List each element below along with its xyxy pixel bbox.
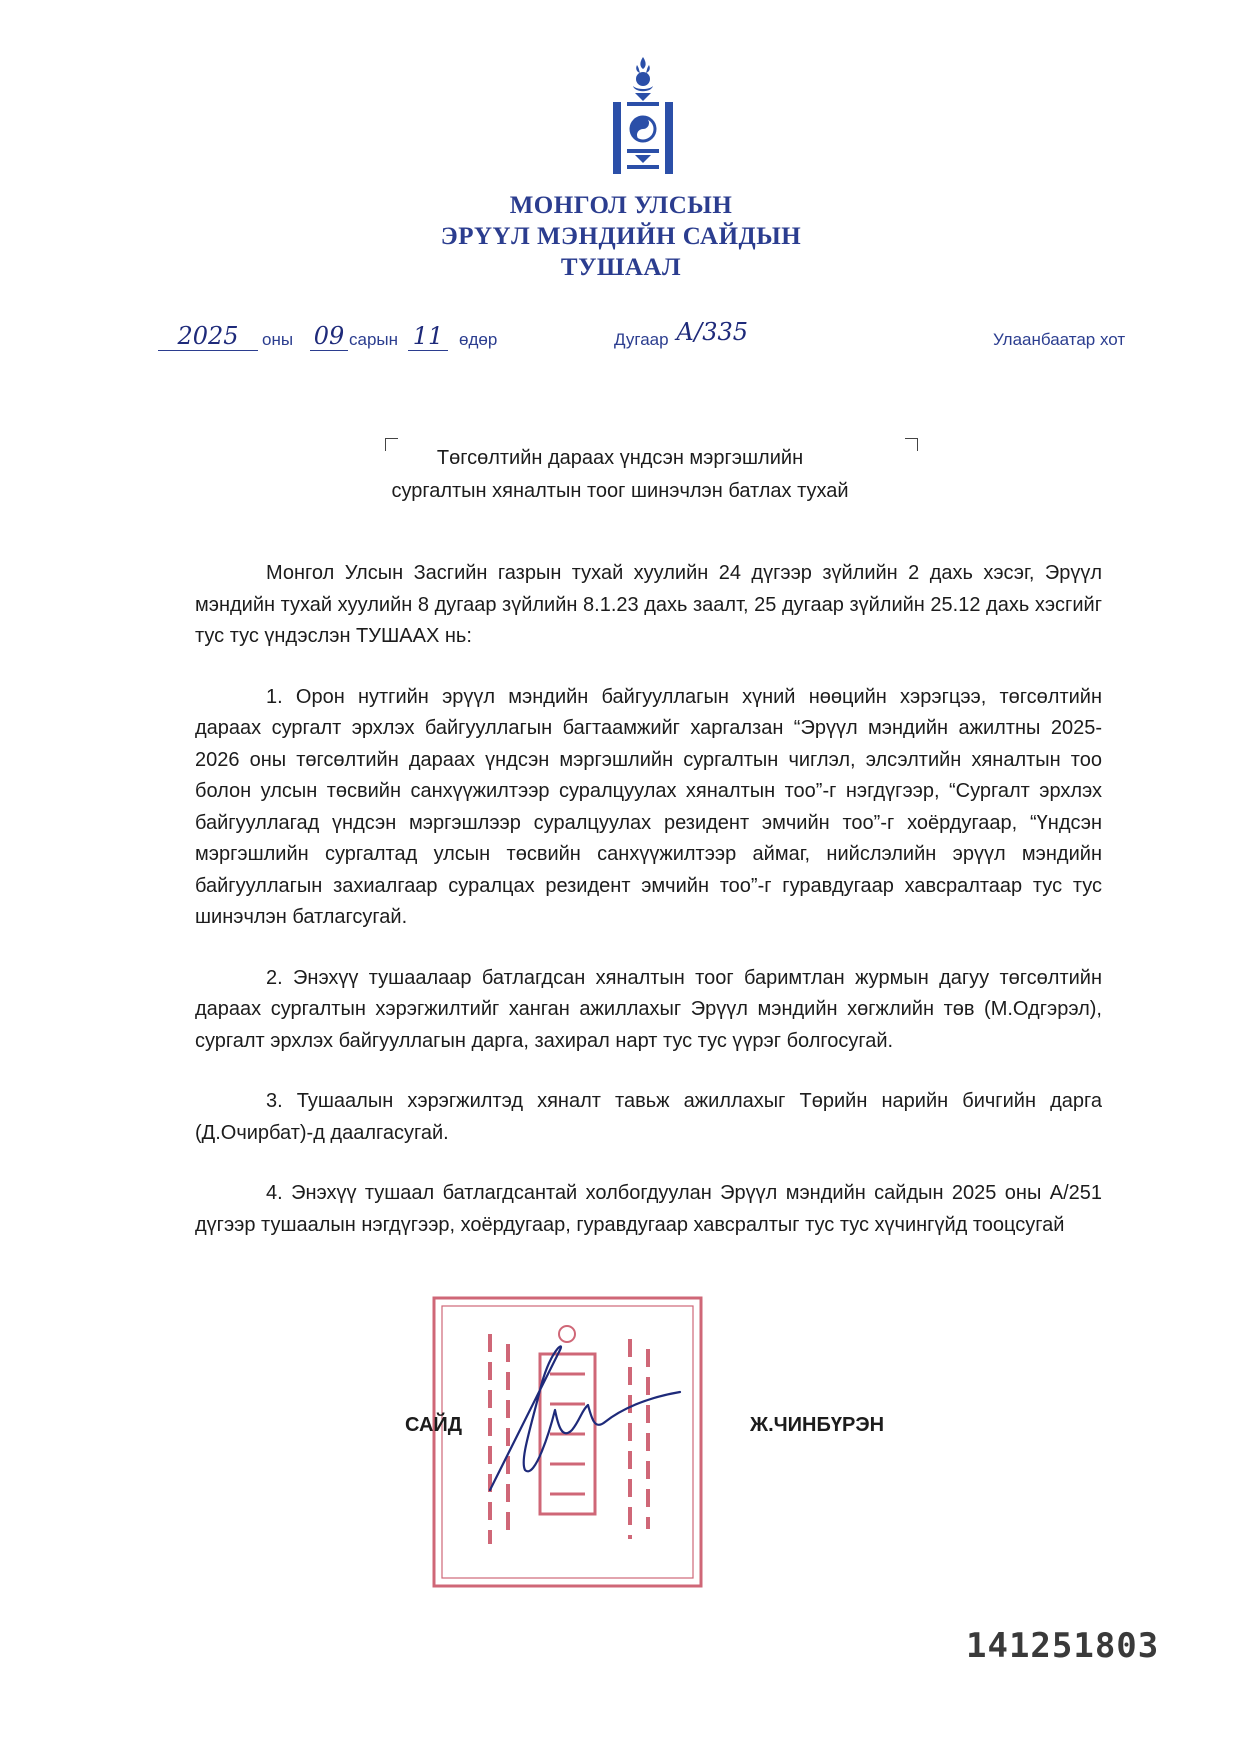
date-month: 09	[310, 322, 348, 351]
document-serial-number: 141251803	[966, 1626, 1160, 1666]
order-item-1: 1. Орон нутгийн эрүүл мэндийн байгууллагын хүний нөөцийн хэрэгцээ, төгсөлтийн дараах сургалт эрхлэх байгууллагын багтаамжийг харгалзан “Эрүүл мэндийн ажилтны 2025-2026 оны төгсөлтийн дараах үндсэн мэргэшлийн сургалтын чиглэл, элсэлтийн хяналтын тоо болон улсын төсвийн санхүүжилтээр суралцуулах хяналтын тоо”-г нэгдүгээр, “Сургалт эрхлэх байгууллагад үндсэн мэргэшлээр суралцуулах резидент эмчийн тоо”-г хоёрдугаар, “Үндсэн мэргэшлийн сургалтад улсын төсвийн санхүүжилтээр аймаг, нийслэлийн эрүүл мэндийн байгууллагын захиалгаар суралцах резидент эмчийн тоо”-г гуравдугаар хавсралтаар тус тус шинэчлэн батлагсугай.	[195, 685, 1102, 928]
signatory-name: Ж.ЧИНБҮРЭН	[750, 1414, 885, 1436]
city-label: Улаанбаатар хот	[993, 330, 1126, 349]
order-item-3: 3. Тушаалын хэрэгжилтэд хяналт тавьж ажиллахыг Төрийн нарийн бичгийн дарга (Д.Очирбат)-д даалгасугай.	[195, 1090, 1102, 1144]
soyombo-emblem-icon	[609, 55, 677, 183]
intro-paragraph: Монгол Улсын Засгийн газрын тухай хуулийн 24 дүгээр зүйлийн 2 дахь хэсэг, Эрүүл мэндийн тухай хуулийн 8 дугаар зүйлийн 8.1.23 дахь заалт, 25 дугаар зүйлийн 25.12 дахь хэсгийг тус тус үндэслэн ТУШААХ нь:	[195, 562, 1102, 647]
order-item-4: 4. Энэхүү тушаал батлагдсантай холбогдуулан Эрүүл мэндийн сайдын 2025 оны А/251 дүгээр тушаалын нэгдүгээр, хоёрдугаар, гуравдугаар хавсралтыг тус тус хүчингүйд тооцсугай	[195, 1182, 1102, 1236]
org-name-line2: ЭРҮҮЛ МЭНДИЙН САЙДЫН	[440, 223, 802, 250]
month-label: сарын	[349, 330, 399, 349]
signatory-title: САЙД	[405, 1414, 463, 1436]
number-label: Дугаар	[614, 330, 669, 349]
order-number: А/335	[676, 318, 749, 346]
subject-line2: сургалтын хяналтын тоог шинэчлэн батлах тухай	[391, 480, 849, 502]
org-name-line1: МОНГОЛ УЛСЫН	[509, 192, 733, 219]
order-body	[195, 558, 1102, 1241]
handwritten-signature	[480, 1330, 690, 1500]
date-day: 11	[408, 322, 448, 351]
year-label: оны	[262, 330, 294, 349]
order-item-2: 2. Энэхүү тушаалаар батлагдсан хяналтын тоог баримтлан журмын дагуу төгсөлтийн дараах сургалтын хэрэгжилтийг ханган ажиллахыг Эрүүл мэндийн хөгжлийн төв (М.Одгэрэл), сургалт эрхлэх байгууллагын дарга, захирал нарт тус тус үүрэг болгосугай.	[195, 966, 1102, 1052]
date-year: 2025	[158, 322, 258, 351]
day-label: өдөр	[459, 330, 498, 349]
subject-line1: Төгсөлтийн дараах үндсэн мэргэшлийн	[436, 447, 804, 469]
document-type-title: ТУШААЛ	[560, 254, 682, 281]
